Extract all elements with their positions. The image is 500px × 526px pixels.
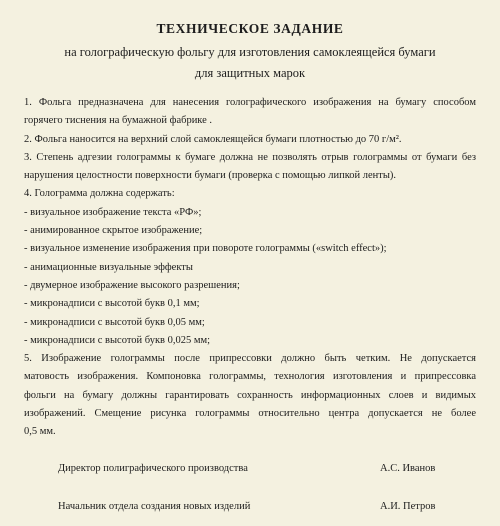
document-subtitle-line-1: на голографическую фольгу для изготовления самоклеящейся бумаги	[64, 45, 436, 59]
paragraph-1-line-2: горячего тиснения на бумажной фабрике .	[24, 115, 213, 127]
list-item-microtext-0-025: - микронадписи с высотой букв 0,025 мм;	[24, 334, 211, 346]
list-item-animation-effects: - анимационные визуальные эффекты	[24, 261, 193, 273]
paragraph-5-line-4: изображений. Смещение рисунка голограммы относительно центра допускается не более	[24, 408, 476, 420]
paragraph-4-heading: 4. Голограмма должна содержать:	[24, 188, 175, 200]
signature-director	[58, 462, 466, 476]
list-item-switch-effect: - визуальное изменение изображения при повороте голограммы («switch effect»);	[24, 243, 387, 255]
paragraph-5-line-5: 0,5 мм.	[24, 426, 56, 438]
signature-department-head-position: Начальник отдела создания новых изделий	[58, 501, 251, 512]
signature-department-head-name: А.И. Петров	[380, 501, 436, 512]
paragraph-1-line-1: 1. Фольга предназначена для нанесения голографического изображения на бумагу способом	[24, 97, 476, 108]
document-subtitle-line-2: для защитных марок	[194, 66, 306, 80]
paragraph-3-line-2: нарушения целостности поверхности бумаги (проверка с помощью липкой ленты).	[24, 170, 397, 182]
paragraph-5-line-2: матовость изображения. Компоновка голограммы, технология изготовления и припрессовка	[24, 371, 476, 383]
document-title: ТЕХНИЧЕСКОЕ ЗАДАНИЕ	[156, 21, 344, 36]
signature-department-head	[58, 500, 466, 514]
paragraph-3-line-1: 3. Степень адгезии голограммы к бумаге должна не позволять отрыв голограммы от бумаги без	[24, 151, 476, 163]
signature-director-name: А.С. Иванов	[380, 463, 436, 474]
document-body	[24, 94, 476, 442]
list-item-microtext-0-05: - микронадписи с высотой букв 0,05 мм;	[24, 316, 205, 328]
signature-director-position: Директор полиграфического производства	[58, 463, 248, 474]
list-item-text-rf: - визуальное изображение текста «РФ»;	[24, 206, 202, 218]
paragraph-5-line-3: фольги на бумагу должны гарантировать сохранность информационных слоев и видимых	[24, 389, 476, 401]
list-item-hidden-image: - анимированное скрытое изображение;	[24, 225, 203, 237]
paragraph-2-line-1: 2. Фольга наносится на верхний слой самоклеящейся бумаги плотностью до 70 г/м².	[24, 133, 402, 145]
list-item-high-resolution: - двумерное изображение высокого разрешения;	[24, 279, 240, 291]
list-item-microtext-0-1: - микронадписи с высотой букв 0,1 мм;	[24, 298, 200, 310]
paragraph-5-line-1: 5. Изображение голограммы после припрессовки должно быть четким. Не допускается	[24, 353, 476, 365]
